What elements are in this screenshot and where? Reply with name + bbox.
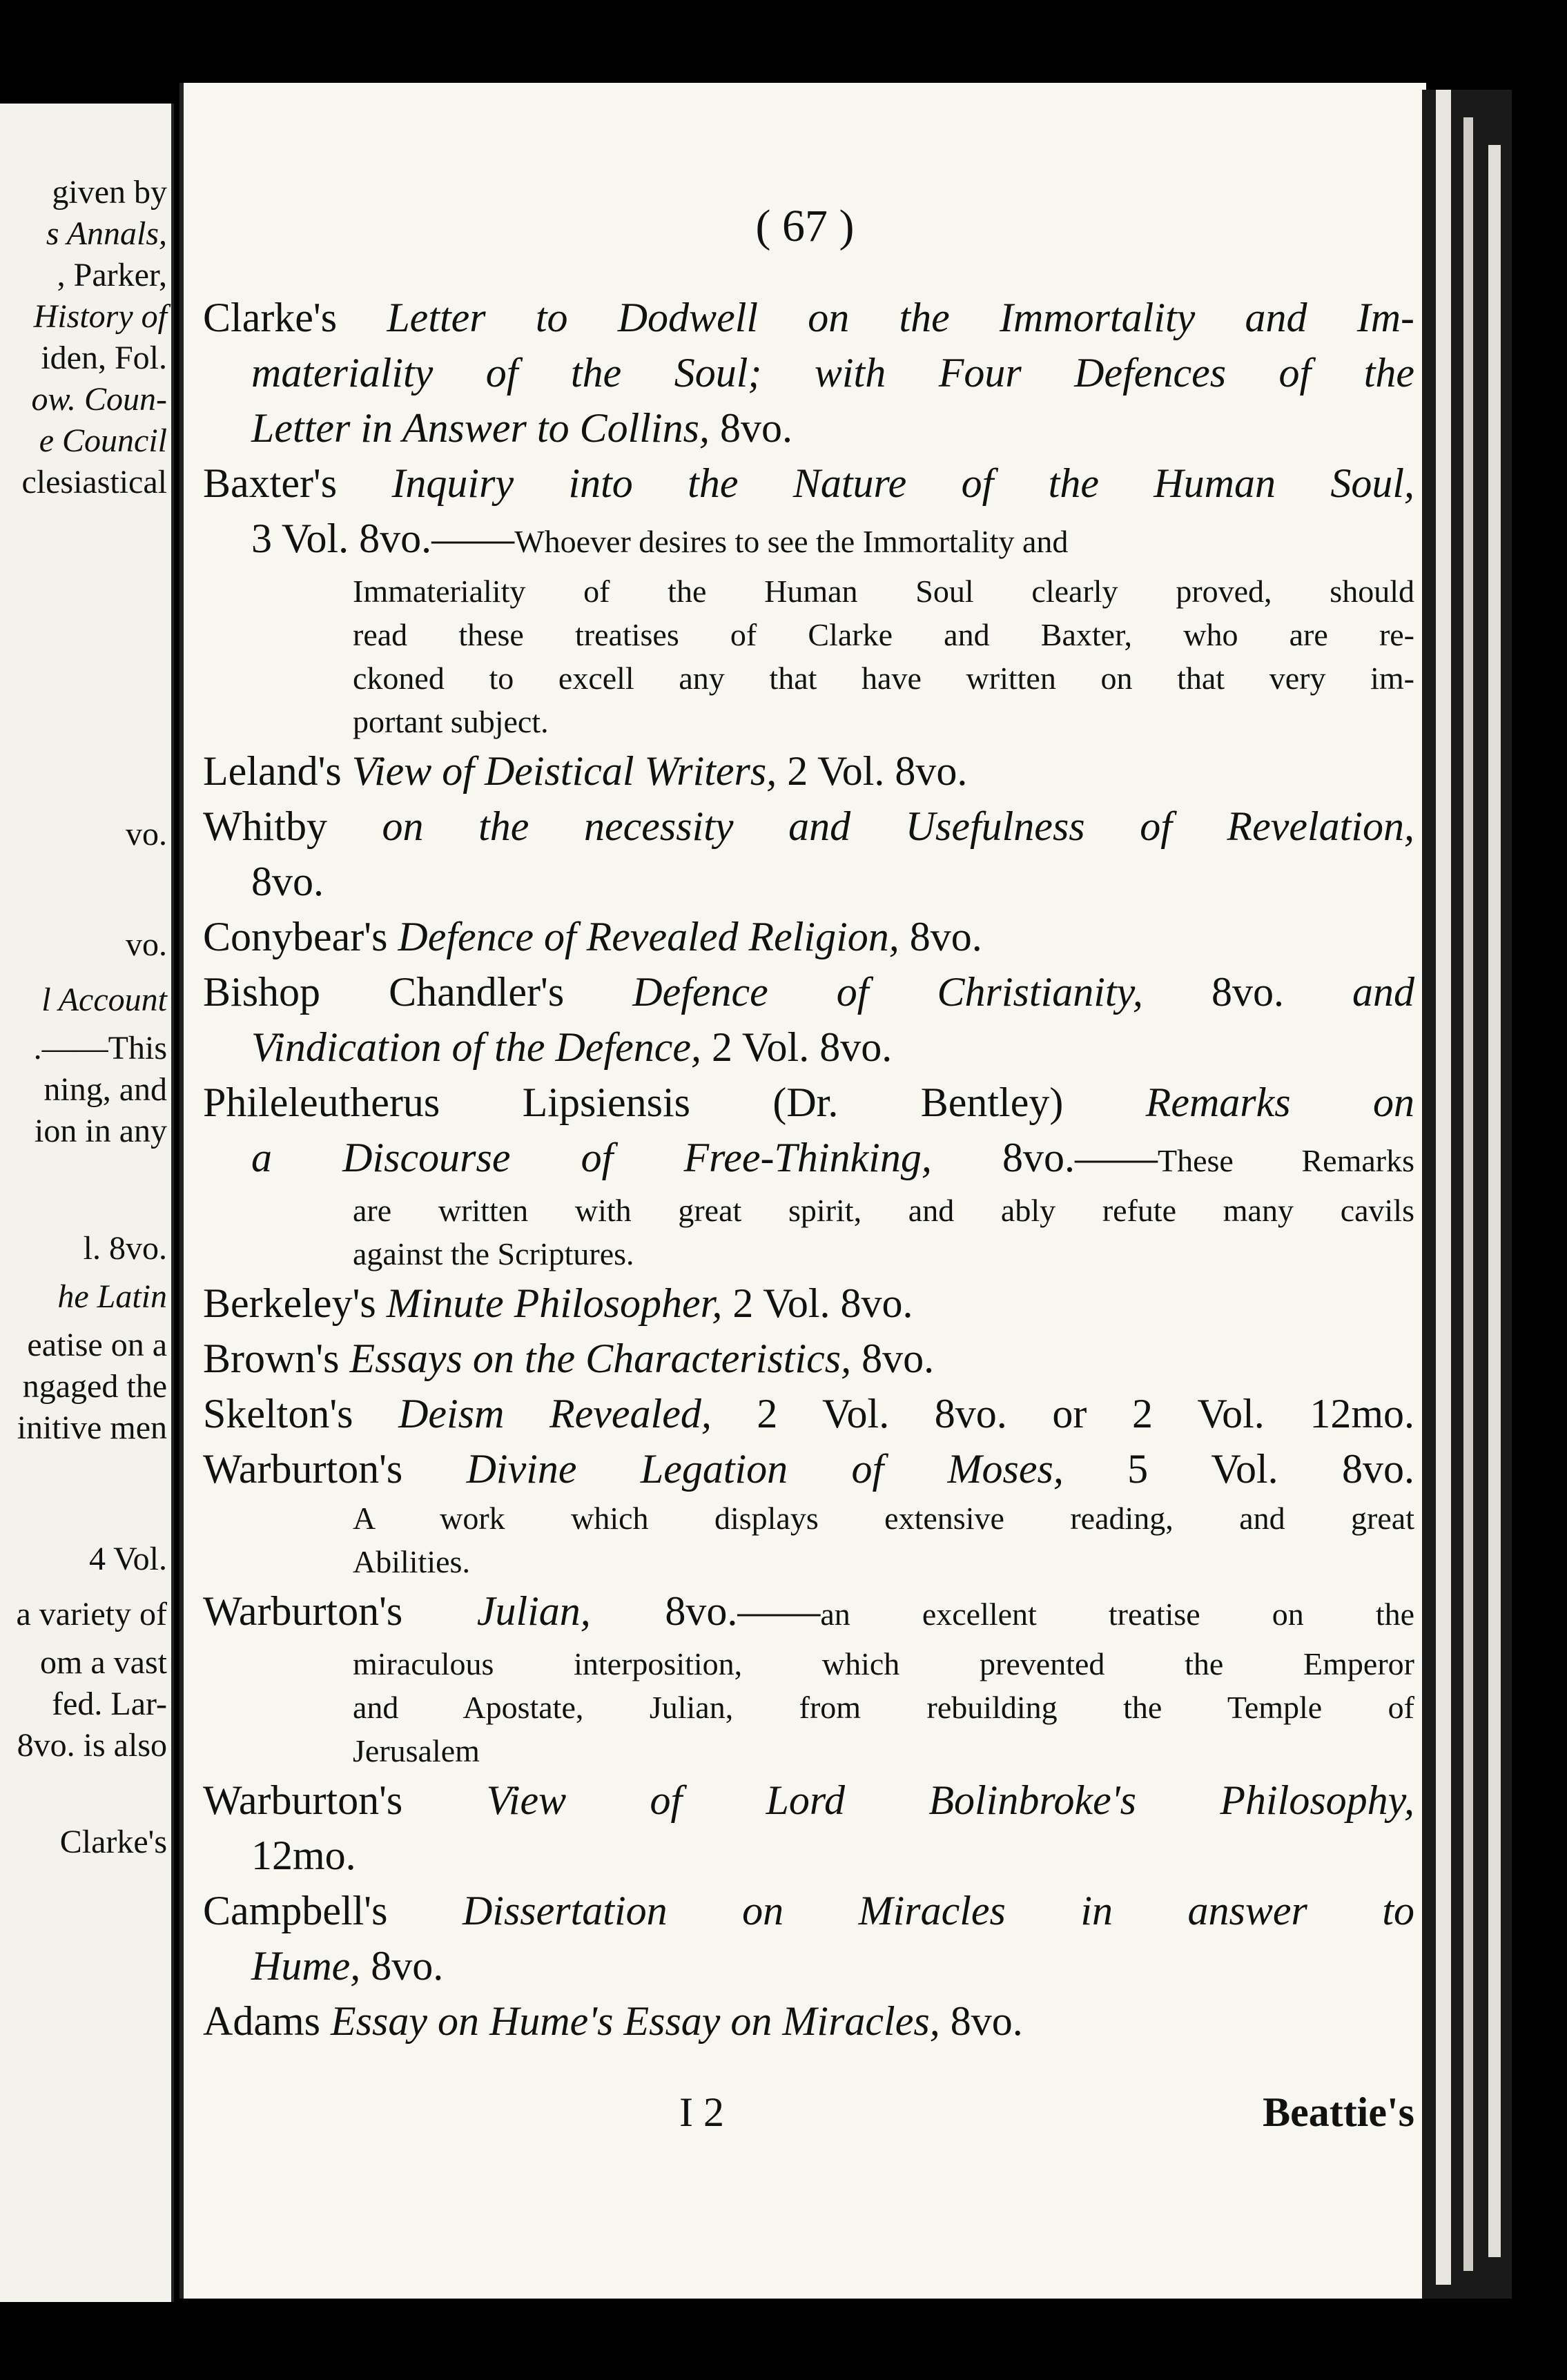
entry-baxter: Baxter's Inquiry into the Nature of the Human Soul, 3 Vol. 8vo.——Whoever desires to see the Immortality and Immateriality of the Human Soul clearly proved, should read these treatises of Clarke and Baxter, who are re- ckoned to excell any that have written on that very im- portant subject. [203, 460, 1414, 739]
main-page [179, 83, 1426, 2299]
entry-clarke: Clarke's Letter to Dodwell on the Immortality and Im- materiality of the Soul; with Four Defences of the Letter in Answer to Collins, 8vo. [203, 295, 1415, 451]
entry-warburton-julian: Warburton's Julian, 8vo.——an excellent treatise on the miraculous interposition, which prevented the Emperor and Apostate, Julian, from rebuilding the Temple of Jerusalem [203, 1588, 1415, 1768]
left-page-fragment [0, 104, 174, 2302]
left-page-line: a variety of [16, 1596, 167, 1632]
entry-skelton: Skelton's Deism Revealed, 2 Vol. 8vo. or 2 Vol. 12mo. [203, 1391, 1415, 1436]
note: Whoever desires to see the Immortality and [514, 524, 1069, 559]
left-page-line: ning, and [43, 1071, 167, 1108]
note: an excellent treatise on the [820, 1597, 1415, 1632]
left-page-line: 4 Vol. [89, 1541, 167, 1577]
left-page-line: History of [33, 298, 167, 335]
signature-mark: I 2 [679, 2089, 724, 2135]
entry-leland: Leland's View of Deistical Writers, 2 Vol. 8vo. [203, 748, 968, 794]
left-page-line: eatise on a [27, 1327, 167, 1363]
left-page-line: .——This [33, 1030, 167, 1066]
left-page-line: fed. Lar- [52, 1686, 167, 1722]
entry-adams: Adams Essay on Hume's Essay on Miracles, 8vo. [203, 1998, 1023, 2044]
note: These Remarks [1158, 1143, 1415, 1178]
page-edge [1422, 90, 1512, 2299]
catchword: Beattie's [1263, 2089, 1414, 2135]
left-page-line: he Latin [57, 1278, 167, 1315]
left-page-line: l. 8vo. [83, 1230, 167, 1267]
left-page-line: clesiastical [21, 464, 167, 500]
entry-conybear: Conybear's Defence of Revealed Religion, 8vo. [203, 914, 982, 959]
book-list [203, 290, 1414, 2049]
left-page-line: ngaged the [22, 1368, 167, 1405]
entry-whitby: Whitby on the necessity and Usefulness of Revelation, 8vo. [203, 803, 1414, 904]
entry-campbell: Campbell's Dissertation on Miracles in answer to Hume, 8vo. [203, 1888, 1414, 1989]
title: Inquiry into the Nature of the Human Soul, [391, 460, 1414, 506]
left-page-line: initive men [17, 1410, 167, 1446]
left-page-line: e Council [39, 422, 167, 459]
entry-warburton-legation: Warburton's Divine Legation of Moses, 5 Vol. 8vo. A work which displays extensive reading, and great Abilities. [203, 1446, 1414, 1579]
entry-chandler: Bishop Chandler's Defence of Christianity, 8vo. and Vindication of the Defence, 2 Vol. 8vo. [203, 969, 1414, 1070]
left-page-line: Clarke's [59, 1824, 167, 1860]
left-page-line: , Parker, [57, 257, 167, 293]
entry-brown: Brown's Essays on the Characteristics, 8vo. [203, 1336, 935, 1381]
page-number: ( 67 ) [755, 201, 855, 251]
entry-bentley: Phileleutherus Lipsiensis (Dr. Bentley) Remarks on a Discourse of Free-Thinking, 8vo.——These Remarks are written with great spirit, and ably refute many cavils against the Scriptures. [203, 1080, 1415, 1271]
entry-berkeley: Berkeley's Minute Philosopher, 2 Vol. 8vo. [203, 1280, 913, 1326]
left-page-line: om a vast [40, 1644, 167, 1681]
left-page-line: ow. Coun- [31, 381, 167, 418]
left-page-line: ion in any [35, 1113, 167, 1149]
entry-warburton-bolinbroke: Warburton's View of Lord Bolinbroke's Philosophy, 12mo. [203, 1777, 1414, 1878]
left-page-line: vo. [126, 816, 167, 852]
left-page-line: iden, Fol. [41, 340, 167, 376]
left-page-line: vo. [126, 926, 167, 963]
left-page-line: 8vo. is also [17, 1727, 167, 1764]
left-page-line: l Account [41, 982, 167, 1018]
left-page-line: s Annals, [46, 215, 167, 252]
left-page-line: given by [52, 174, 167, 211]
title: Letter to Dodwell on the Immortality and Im- [387, 295, 1415, 340]
